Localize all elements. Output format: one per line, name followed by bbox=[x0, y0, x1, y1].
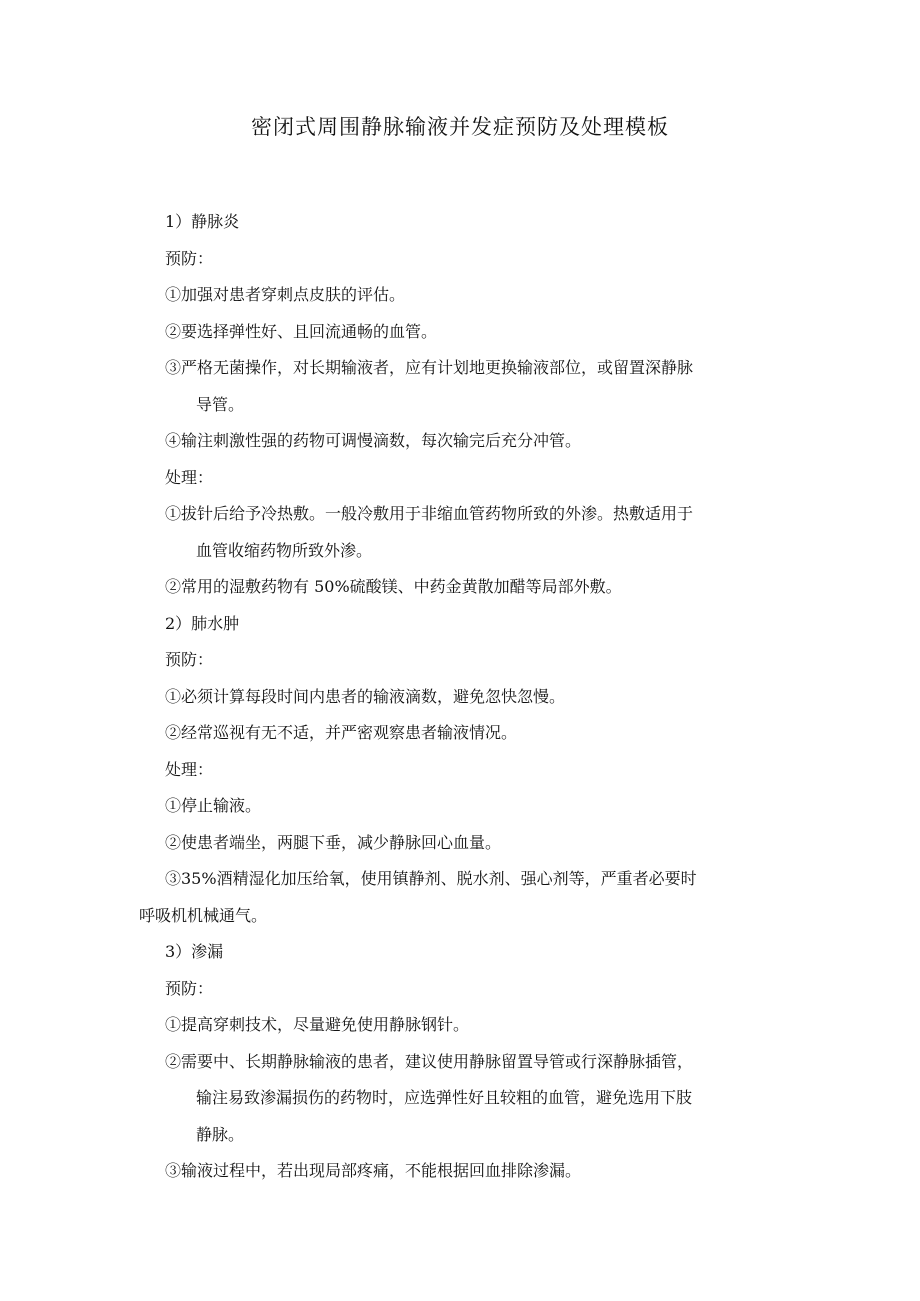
list-item-continuation: 输注易致渗漏损伤的药物时，应选弹性好且较粗的血管，避免选用下肢 bbox=[196, 1088, 693, 1107]
list-item: ①停止输液。 bbox=[165, 796, 262, 815]
subsection-label: 预防： bbox=[165, 978, 214, 998]
list-item: ①拔针后给予冷热敷。一般冷敷用于非缩血管药物所致的外渗。热敷适用于 bbox=[165, 504, 694, 523]
list-item: ③严格无菌操作，对长期输液者，应有计划地更换输液部位，或留置深静脉 bbox=[165, 358, 694, 377]
list-item: ③输液过程中，若出现局部疼痛，不能根据回血排除渗漏。 bbox=[165, 1161, 582, 1180]
section-heading: 2）肺水肿 bbox=[165, 613, 240, 633]
list-item: ②常用的湿敷药物有 50%硫酸镁、中药金黄散加醋等局部外敷。 bbox=[165, 577, 622, 596]
list-item: ②使患者端坐，两腿下垂，减少静脉回心血量。 bbox=[165, 832, 502, 852]
list-item-continuation: 血管收缩药物所致外渗。 bbox=[196, 540, 373, 560]
list-item: ①提高穿刺技术，尽量避免使用静脉钢针。 bbox=[165, 1015, 470, 1034]
list-item: ④输注刺激性强的药物可调慢滴数，每次输完后充分冲管。 bbox=[165, 431, 582, 450]
subsection-label: 预防： bbox=[165, 248, 214, 268]
subsection-label: 处理： bbox=[165, 467, 214, 487]
list-item-continuation: 导管。 bbox=[196, 394, 245, 414]
list-item: ②要选择弹性好、且回流通畅的血管。 bbox=[165, 321, 438, 341]
section-heading: 3）渗漏 bbox=[165, 942, 224, 961]
list-item-continuation: 静脉。 bbox=[196, 1124, 245, 1144]
subsection-label: 预防： bbox=[165, 650, 214, 669]
list-item: ①必须计算每段时间内患者的输液滴数，避免忽快忽慢。 bbox=[165, 686, 566, 706]
document-title: 密闭式周围静脉输液并发症预防及处理模板 bbox=[251, 115, 669, 139]
list-item: ②需要中、长期静脉输液的患者，建议使用静脉留置导管或行深静脉插管， bbox=[165, 1051, 694, 1071]
list-item-continuation: 呼吸机机械通气。 bbox=[139, 905, 268, 925]
list-item: ①加强对患者穿刺点皮肤的评估。 bbox=[165, 285, 406, 304]
section-heading: 1）静脉炎 bbox=[165, 212, 240, 231]
list-item: ③35%酒精湿化加压给氧，使用镇静剂、脱水剂、强心剂等，严重者必要时 bbox=[165, 869, 697, 888]
list-item: ②经常巡视有无不适，并严密观察患者输液情况。 bbox=[165, 723, 518, 742]
document-body bbox=[0, 204, 920, 1190]
subsection-label: 处理： bbox=[165, 759, 214, 779]
